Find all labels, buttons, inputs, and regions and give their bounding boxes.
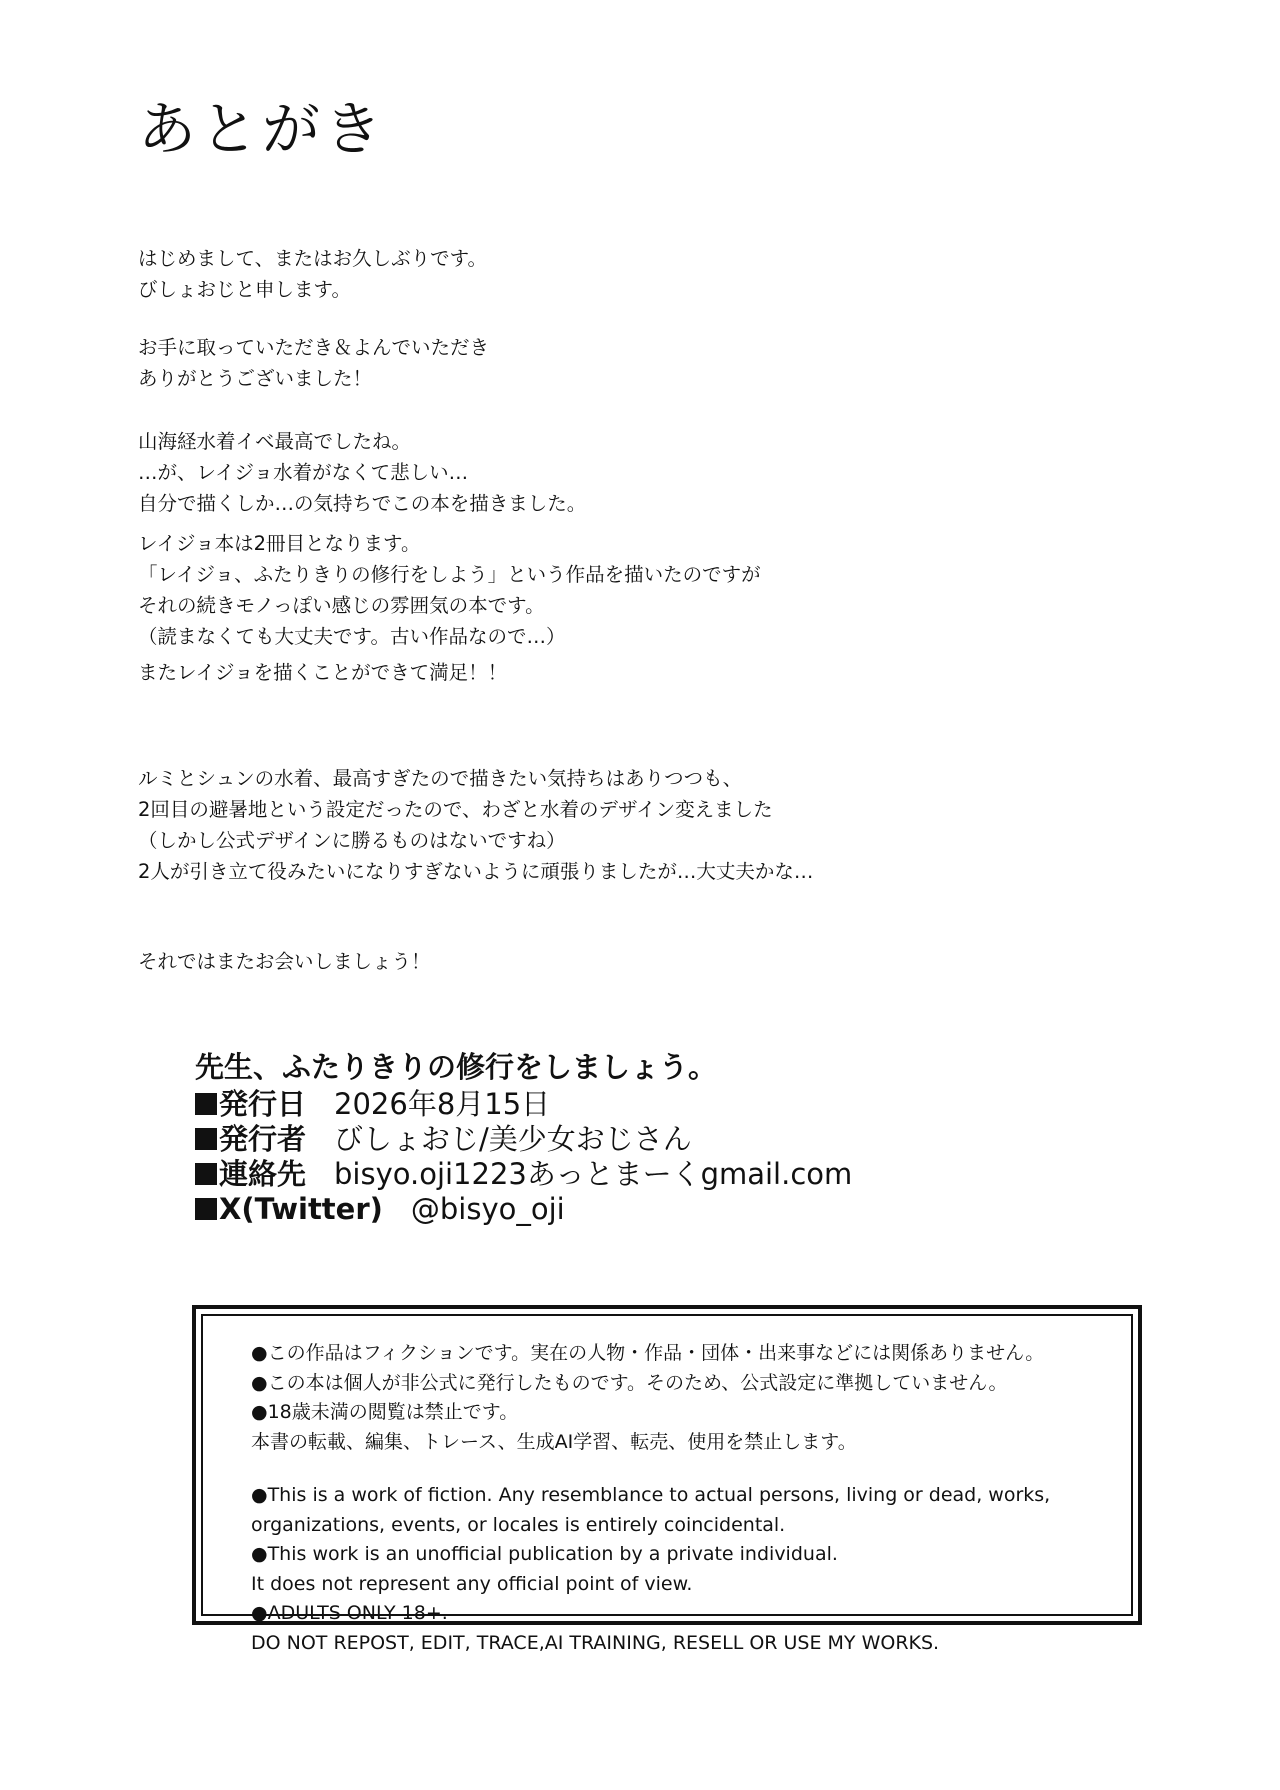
text-line: レイジョ本は2冊目となります。 xyxy=(138,532,421,555)
afterword-paragraph-3 xyxy=(138,426,586,519)
book-title: 先生、ふたりきりの修行をしましょう。 xyxy=(195,1050,718,1084)
colophon-label: 連絡先 xyxy=(219,1157,307,1191)
colophon xyxy=(195,1050,852,1227)
text-line: …が、レイジョ水着がなくて悲しい… xyxy=(138,461,469,484)
notice-line: 本書の転載、編集、トレース、生成AI学習、転売、使用を禁止します。 xyxy=(251,1430,857,1453)
text-line: 「レイジョ、ふたりきりの修行をしよう」という作品を描いたのですが xyxy=(138,563,761,586)
notice-line: It does not represent any official point of view. xyxy=(251,1572,693,1595)
colophon-row-contact xyxy=(195,1157,852,1192)
notice-line: ●This work is an unofficial publication by a private individual. xyxy=(251,1543,838,1565)
afterword-paragraph-6 xyxy=(138,763,813,887)
colophon-row-publisher xyxy=(195,1122,852,1157)
colophon-label: 発行日 xyxy=(219,1087,307,1121)
text-line: 2回目の避暑地という設定だったので、わざと水着のデザイン変えました xyxy=(138,798,773,821)
afterword-paragraph-7 xyxy=(138,946,431,977)
notice-box xyxy=(192,1305,1142,1654)
page-title: あとがき xyxy=(138,95,387,163)
colophon-row-twitter xyxy=(195,1192,852,1227)
afterword-paragraph-1 xyxy=(138,243,487,305)
notice-line: ●ADULTS ONLY 18+. xyxy=(251,1602,448,1624)
afterword-paragraph-2 xyxy=(138,332,489,394)
text-line: またレイジョを描くことができて満足！！ xyxy=(138,661,508,684)
notice-line: ●18歳未満の閲覧は禁止です。 xyxy=(251,1401,519,1423)
notice-spacer xyxy=(251,1457,1050,1481)
colophon-value: @bisyo_oji xyxy=(410,1192,565,1226)
notice-text xyxy=(251,1339,1050,1658)
square-bullet-icon xyxy=(195,1093,217,1115)
notice-line: DO NOT REPOST, EDIT, TRACE,AI TRAINING, RESELL OR USE MY WORKS. xyxy=(251,1631,940,1654)
text-line: ルミとシュンの水着、最高すぎたので描きたい気持ちはありつつも、 xyxy=(138,767,743,790)
colophon-row-date xyxy=(195,1087,852,1122)
text-line: お手に取っていただき＆よんでいただき xyxy=(138,336,490,359)
colophon-value: びしょおじ/美少女おじさん xyxy=(334,1122,692,1156)
text-line: （読まなくても大丈夫です。古い作品なので…） xyxy=(138,625,566,648)
colophon-value: bisyo.oji1223あっとまーくgmail.com xyxy=(334,1157,853,1191)
text-line: 自分で描くしか…の気持ちでこの本を描きました。 xyxy=(138,492,587,515)
square-bullet-icon xyxy=(195,1198,217,1220)
colophon-label: 発行者 xyxy=(219,1122,307,1156)
notice-line: organizations, events, or locales is entirely coincidental. xyxy=(251,1513,786,1536)
text-line: （しかし公式デザインに勝るものはないですね） xyxy=(138,829,566,852)
text-line: ありがとうございました！ xyxy=(138,367,373,390)
notice-line: ●This is a work of fiction. Any resemblance to actual persons, living or dead, works, xyxy=(251,1484,1051,1506)
square-bullet-icon xyxy=(195,1163,217,1185)
afterword-paragraph-5 xyxy=(138,657,507,688)
text-line: それではまたお会いしましょう！ xyxy=(138,950,431,973)
text-line: それの続きモノっぽい感じの雰囲気の本です。 xyxy=(138,594,545,617)
text-line: はじめまして、またはお久しぶりです。 xyxy=(138,247,488,270)
text-line: 2人が引き立て役みたいになりすぎないように頑張りましたが…大丈夫かな… xyxy=(138,860,814,883)
text-line: 山海経水着イベ最高でしたね。 xyxy=(138,430,412,453)
notice-line: ●この本は個人が非公式に発行したものです。そのため、公式設定に準拠していません。 xyxy=(251,1371,1008,1394)
text-line: びしょおじと申します。 xyxy=(138,278,351,301)
colophon-label: X(Twitter) xyxy=(219,1192,383,1226)
afterword-paragraph-4 xyxy=(138,528,761,652)
square-bullet-icon xyxy=(195,1128,217,1150)
notice-line: ●この作品はフィクションです。実在の人物・作品・団体・出来事などには関係ありません。 xyxy=(251,1342,1045,1364)
colophon-value: 2026年8月15日 xyxy=(334,1087,551,1121)
